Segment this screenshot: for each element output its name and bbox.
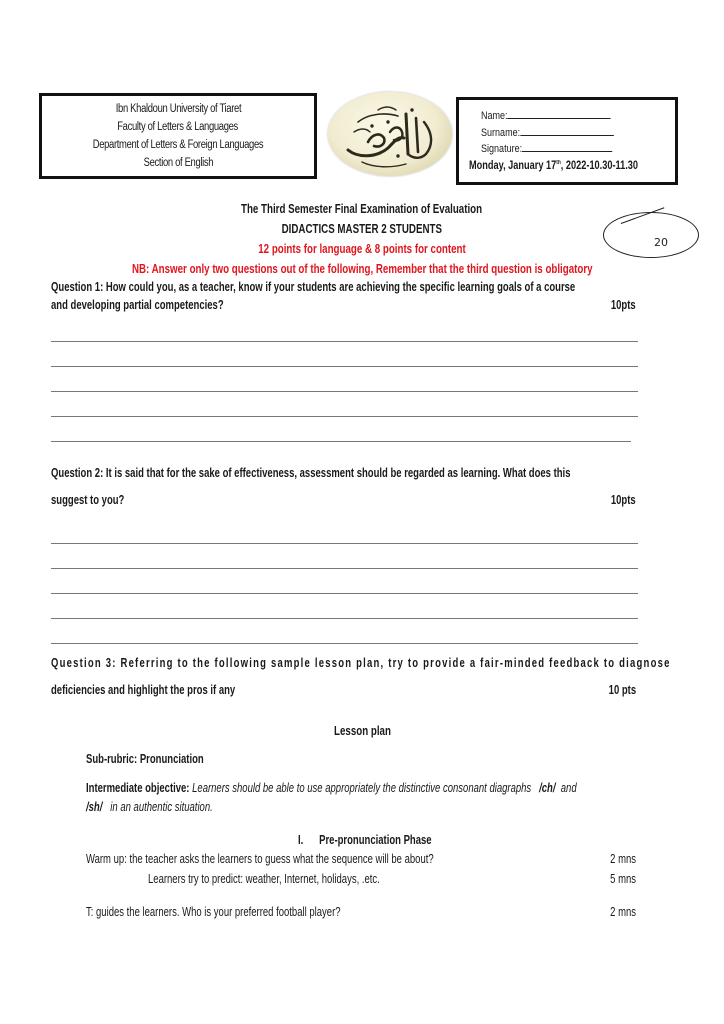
lesson-plan-title: Lesson plan (333, 724, 391, 738)
date-time: , 2022-10.30-11.30 (560, 160, 639, 172)
question-2-line-2: suggest to you? (51, 493, 125, 507)
answer-line-q1-3[interactable] (51, 391, 638, 392)
name-blank[interactable] (508, 118, 611, 119)
nb-instruction: NB: Answer only two questions out of the following, Remember that the third question is obligatory (131, 262, 593, 276)
score-denominator: 20 (654, 236, 668, 249)
sub-rubric: Sub-rubric: Pronunciation (86, 752, 204, 766)
objective-text: Learners should be able to use appropriately the distinctive consonant diagraphs (192, 781, 532, 795)
step-2-text: Learners try to predict: weather, Internet, holidays, .etc. (148, 872, 380, 886)
phase-title: Pre-pronunciation Phase (319, 833, 432, 847)
question-1-points: 10pts (611, 298, 636, 312)
signature-blank[interactable] (522, 151, 612, 152)
answer-line-q2-5[interactable] (51, 643, 638, 644)
date-suffix: th (556, 160, 561, 167)
diagraph-ch: /ch/ (539, 781, 556, 795)
exam-date (469, 160, 638, 172)
university-seal-logo (328, 92, 452, 176)
department-name: Department of Letters & Foreign Languages (92, 139, 264, 151)
objective-text-cont: in an authentic situation. (110, 800, 213, 814)
exam-subtitle: DIDACTICS MASTER 2 STUDENTS (281, 222, 443, 236)
surname-label: Surname: (481, 127, 521, 139)
student-info-box (456, 97, 678, 185)
answer-line-q1-2[interactable] (51, 366, 638, 367)
step-3-time: 2 mns (610, 905, 636, 919)
question-2-line-1: Question 2: It is said that for the sake of effectiveness, assessment should be regarded as learning. What does this (51, 466, 571, 480)
answer-line-q2-1[interactable] (51, 543, 638, 544)
question-3-line-2: deficiencies and highlight the pros if any (51, 683, 236, 697)
name-label: Name: (481, 110, 508, 122)
date-main: Monday, January 17 (469, 160, 557, 172)
question-1-line-2: and developing partial competencies? (51, 298, 224, 312)
score-box (603, 212, 699, 258)
phase-number: I. (298, 833, 304, 847)
step-3-text: T: guides the learners. Who is your preferred football player? (86, 905, 341, 919)
intermediate-objective-cont (86, 800, 213, 814)
step-2-time: 5 mns (610, 872, 636, 886)
question-3-line-1: Question 3: Referring to the following sample lesson plan, try to provide a fair-minded feedback to diagnose (51, 656, 671, 670)
signature-label: Signature: (481, 143, 523, 155)
name-field[interactable] (481, 110, 611, 122)
exam-title: The Third Semester Final Examination of Evaluation (241, 202, 483, 216)
answer-line-q2-3[interactable] (51, 593, 638, 594)
answer-line-q1-5[interactable] (51, 441, 631, 442)
diagraph-sh: /sh/ (86, 800, 103, 814)
step-1-time: 2 mns (610, 852, 636, 866)
answer-line-q1-1[interactable] (51, 341, 638, 342)
institution-box (39, 93, 317, 179)
question-3-points: 10 pts (608, 683, 636, 697)
question-2-points: 10pts (611, 493, 636, 507)
signature-field[interactable] (481, 143, 612, 155)
objective-and: and (560, 781, 577, 795)
section-name: Section of English (143, 157, 213, 169)
surname-blank[interactable] (520, 135, 613, 136)
faculty-name: Faculty of Letters & Languages (117, 121, 239, 133)
phase-heading (298, 833, 432, 847)
objective-label: Intermediate objective: (86, 781, 190, 795)
surname-field[interactable] (481, 127, 614, 139)
intermediate-objective (86, 781, 577, 795)
seal-calligraphy-icon (328, 92, 452, 176)
answer-line-q2-2[interactable] (51, 568, 638, 569)
step-1-text: Warm up: the teacher asks the learners to guess what the sequence will be about? (86, 852, 434, 866)
answer-line-q2-4[interactable] (51, 618, 638, 619)
points-note: 12 points for language & 8 points for content (258, 242, 466, 256)
question-1-line-1: Question 1: How could you, as a teacher, know if your students are achieving the specific learning goals of a course (51, 280, 576, 294)
university-name: Ibn Khaldoun University of Tiaret (115, 103, 241, 115)
answer-line-q1-4[interactable] (51, 416, 638, 417)
